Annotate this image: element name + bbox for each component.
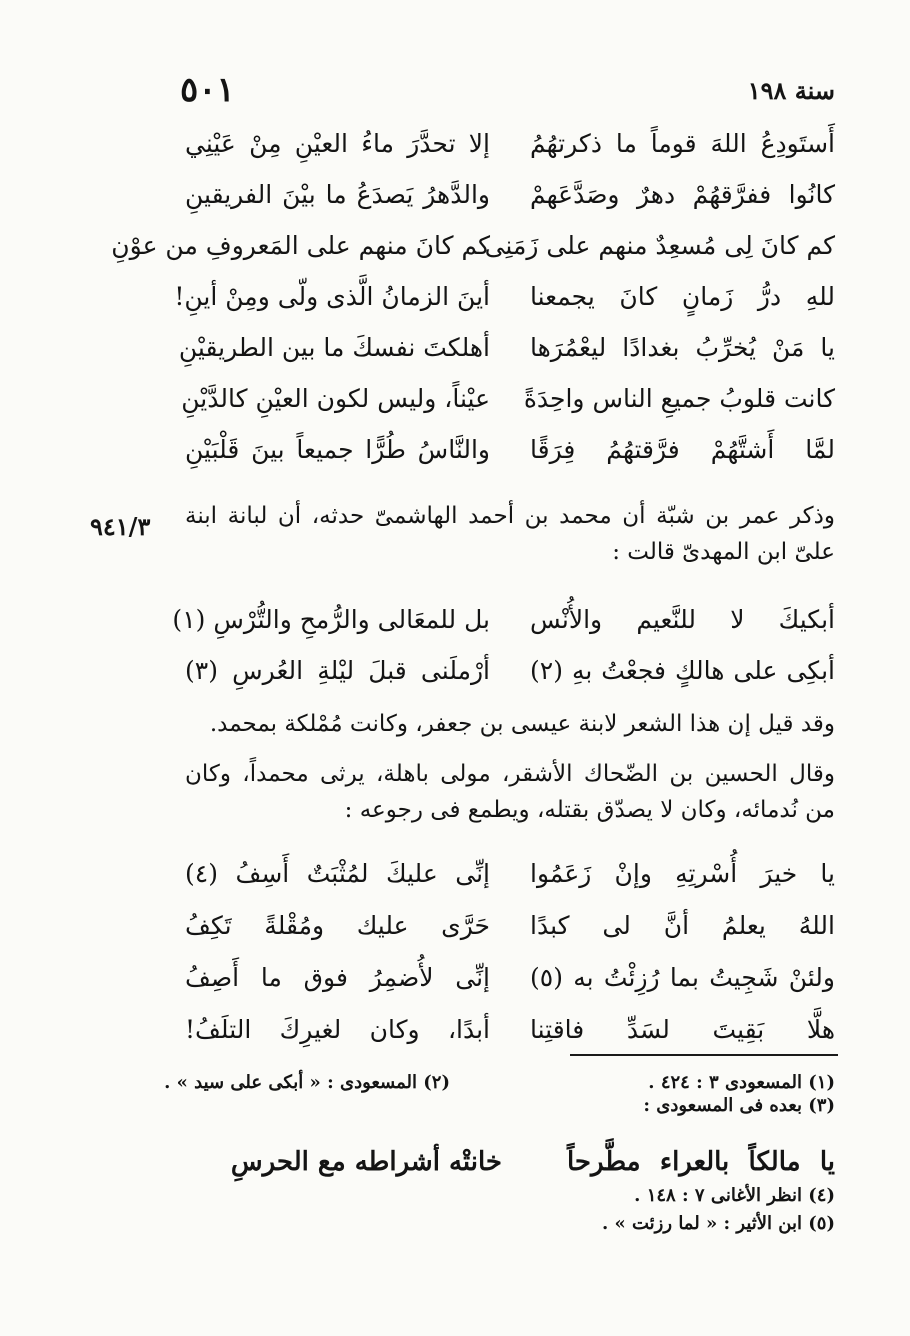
- verse-first-hemistich: أبكيكَ لا للنَّعيم والأُنْس: [530, 605, 835, 634]
- paragraph-attribution: وقد قيل إن هذا الشعر لابنة عيسى بن جعفر، وكانت مُمْلكة بمحمد.: [209, 711, 835, 737]
- verse-second-hemistich: والنَّاسُ طُرًّا جميعاً بينَ قَلْبَيْنِ: [185, 435, 490, 464]
- verse-second-hemistich: كم كانَ منهم على المَعروفِ من عوْنِ: [111, 231, 490, 260]
- footnote-divider: [570, 1054, 838, 1056]
- verse-second-hemistich: إنِّى لأُضمِرُ فوق ما أَصِفُ: [185, 963, 490, 992]
- footnote-5: (٥) ابن الأثير : « لما رزئت » .: [601, 1213, 835, 1234]
- verse-first-hemistich: كانُوا ففرَّقهُمْ دهرٌ وصَدَّعَهمْ: [530, 180, 835, 209]
- verse-second-hemistich: إنِّى عليكَ لمُثْبَتٌ أَسِفُ (٤): [185, 859, 490, 888]
- verse-second-hemistich: والدَّهرُ يَصدَعُ ما بيْنَ الفريقينِ: [185, 180, 490, 209]
- verse-second-hemistich: عيْناً، وليس لكون العيْنِ كالدَّيْنِ: [181, 384, 490, 413]
- verse-second-hemistich: أهلكتَ نفسكَ ما بين الطريقيْنِ: [178, 333, 490, 362]
- paragraph-lubana: وذكر عمر بن شبّة أن محمد بن أحمد الهاشمىّ حدثه، أن لبانة ابنة علىّ ابن المهدىّ قالت :: [185, 503, 835, 565]
- verse: [174, 275, 835, 326]
- verse: [185, 122, 835, 173]
- verse-first-hemistich: يا خيرَ أُسْرتِهِ وإنْ زَعَمُوا: [530, 859, 835, 888]
- verse-second-hemistich: أرْملَنى قبلَ ليْلةِ العُرسِ (٣): [185, 656, 490, 685]
- poem-lubana: [172, 598, 835, 700]
- paragraph-husayn: وقال الحسين بن الضّحاك الأشقر، مولى باهلة، يرثى محمداً، وكان من نُدمائه، وكان لا يصدّق بقتله، ويطمع فى رجوعه :: [185, 761, 835, 823]
- footnote-2: (٢) المسعودى : « أبكى على سيد » .: [164, 1072, 450, 1093]
- footnote-3-verse: [230, 1140, 835, 1186]
- verse: [185, 904, 835, 956]
- margin-reference: ٩٤١/٣: [90, 512, 151, 541]
- verse: [185, 173, 835, 224]
- verse: [181, 377, 835, 428]
- verse-second-hemistich: بل للمعَالى والرُّمحِ والتُّرْسِ (١): [172, 605, 490, 634]
- verse-first-hemistich: كانت قلوبُ جميعِ الناس واحِدَةً: [523, 384, 835, 413]
- verse-first-hemistich: لمَّا أَشتَّهُمْ فرَّقتهُمُ فِرَقًا: [530, 435, 835, 464]
- footnote-4: (٤) انظر الأغانى ٧ : ١٤٨ .: [634, 1185, 835, 1206]
- verse-second-hemistich: حَرَّى عليك ومُقْلةً تَكِفُ: [185, 911, 490, 940]
- verse: [111, 224, 835, 275]
- verse-second-hemistich: أينَ الزمانُ الَّذى ولّى ومِنْ أينِ!: [174, 282, 490, 311]
- verse-first-hemistich: أَستَودِعُ اللهَ قوماً ما ذكرتهُمُ: [530, 129, 835, 158]
- verse-second-hemistich: خانتْه أشراطه مع الحرسِ: [230, 1147, 502, 1177]
- verse-second-hemistich: إلا تحدَّرَ ماءُ العيْنِ مِنْ عَيْنِي: [185, 129, 490, 158]
- running-head-year: سنة ١٩٨: [747, 76, 835, 105]
- verse-first-hemistich: كم كانَ لِى مُسعِدٌ منهم على زَمَنِى: [484, 231, 835, 260]
- verse: [185, 956, 835, 1008]
- verse-second-hemistich: أبدًا، وكان لغيرِكَ التلَفُ!: [185, 1015, 490, 1044]
- verse: [185, 428, 835, 479]
- verse: [185, 649, 835, 700]
- page-number: ٥٠١: [180, 70, 235, 110]
- verse-first-hemistich: اللهُ يعلمُ أنَّ لى كبدًا: [530, 911, 835, 940]
- verse-first-hemistich: أبكِى على هالكٍ فجعْتُ بهِ (٢): [530, 656, 835, 685]
- verse-first-hemistich: ولئنْ شَجِيتُ بما رُزِئْتُ به (٥): [530, 963, 835, 992]
- verse-first-hemistich: للهِ درُّ زَمانٍ كانَ يجمعنا: [530, 282, 835, 311]
- poem-elegy-baghdad: [111, 122, 835, 479]
- footnote-3: (٣) بعده فى المسعودى :: [643, 1095, 835, 1116]
- page-header: [180, 68, 835, 108]
- verse: [185, 852, 835, 904]
- verse-first-hemistich: هلَّا بَقِيتَ لسَدِّ فاقتِنا: [530, 1015, 835, 1044]
- verse-first-hemistich: يا مَنْ يُخرِّبُ بغدادًا ليعْمُرَها: [530, 333, 835, 362]
- verse: [178, 326, 835, 377]
- footnote-1: (١) المسعودى ٣ : ٤٢٤ .: [648, 1072, 835, 1093]
- verse: [185, 1008, 835, 1060]
- poem-husayn: [185, 852, 835, 1060]
- verse-first-hemistich: يا مالكاً بالعراء مطَّرحاً: [567, 1147, 835, 1177]
- verse: [172, 598, 835, 649]
